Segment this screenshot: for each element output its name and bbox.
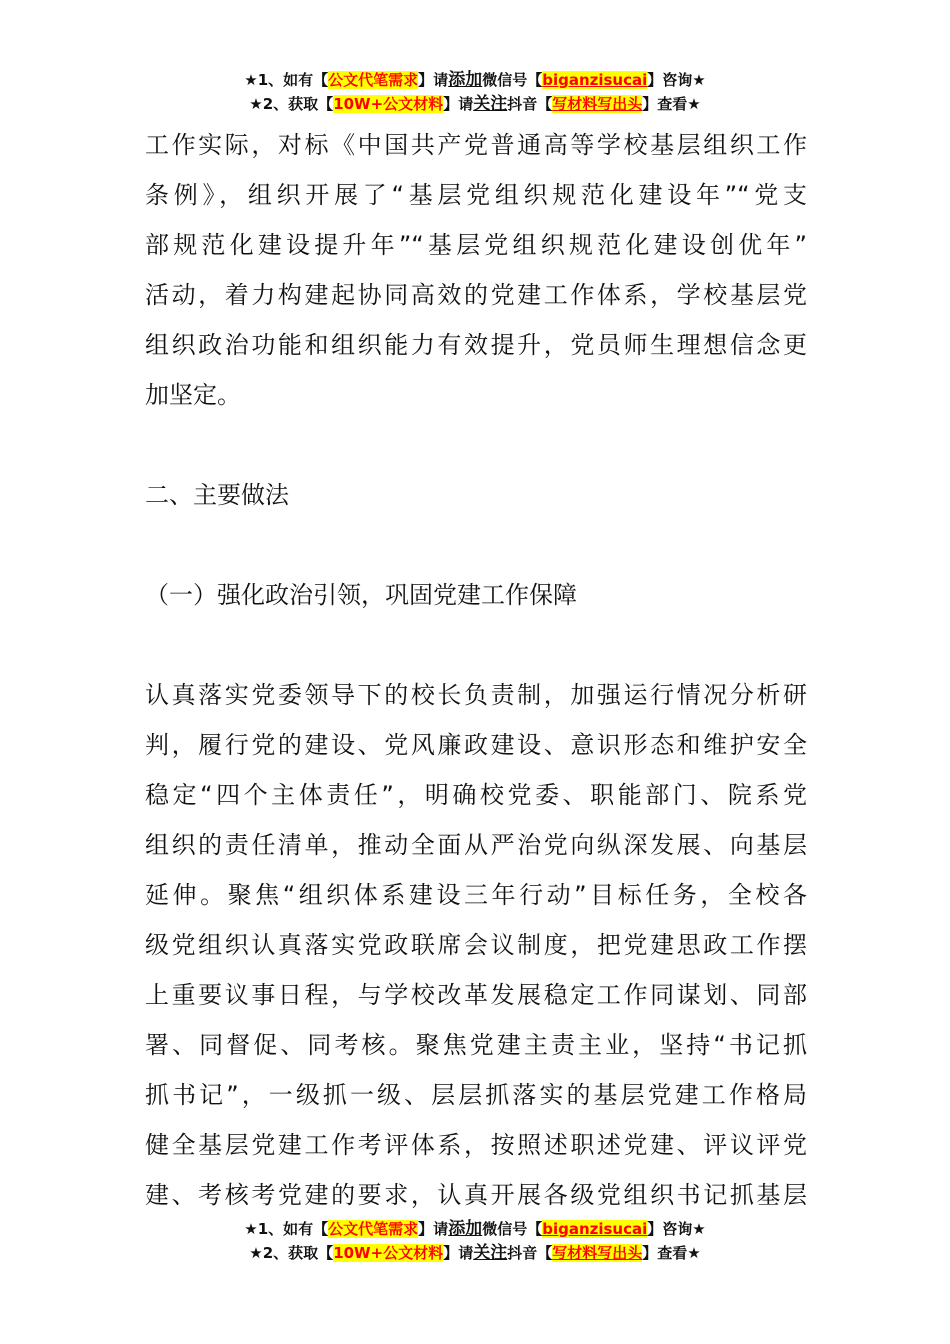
- text-line: 延伸。聚焦“组织体系建设三年行动”目标任务，全校各: [145, 881, 807, 909]
- text-line: 建、考核考党建的要求，认真开展各级党组织书记抓基层: [145, 1181, 807, 1209]
- banner-text: 】请: [443, 1244, 474, 1262]
- wechat-id: biganzisucai: [542, 71, 648, 89]
- banner-text: ★2、获取【: [249, 1244, 334, 1262]
- text-line: 条例》，组织开展了“基层党组织规范化建设年”“党支: [145, 181, 807, 209]
- subsection-heading: （一）强化政治引领，巩固党建工作保障: [145, 581, 577, 609]
- bottom-banner: [0, 1217, 950, 1265]
- banner-underlined: 关注: [473, 94, 508, 114]
- banner-underlined: 添加: [448, 70, 483, 90]
- text-line: 级党组织认真落实党政联席会议制度，把党建思政工作摆: [145, 931, 807, 959]
- banner-highlight: 10W+公文材料: [333, 95, 444, 113]
- banner-text: ★1、如有【: [244, 71, 329, 89]
- banner-underlined: 关注: [473, 1243, 508, 1263]
- text-line: 部规范化建设提升年”“基层党组织规范化建设创优年”: [145, 231, 807, 259]
- banner-text: 微信号【: [482, 1220, 543, 1238]
- banner-text: 】咨询★: [647, 71, 706, 89]
- text-line: 上重要议事日程，与学校改革发展稳定工作同谋划、同部: [145, 981, 807, 1009]
- banner-text: 】查看★: [642, 95, 701, 113]
- banner-text: ★2、获取【: [249, 95, 334, 113]
- douyin-id: 写材料写出头: [552, 1244, 643, 1262]
- banner-underlined: 添加: [448, 1219, 483, 1239]
- banner-line-1: [0, 68, 950, 92]
- banner-text: 】请: [443, 95, 474, 113]
- banner-text: 抖音【: [507, 95, 553, 113]
- banner-line-2: [0, 1241, 950, 1265]
- top-banner: [0, 68, 950, 116]
- banner-line-2: [0, 92, 950, 116]
- paragraph-2: [145, 670, 807, 1220]
- banner-highlight: 公文代笔需求: [328, 71, 419, 89]
- banner-text: 抖音【: [507, 1244, 553, 1262]
- banner-text: 】咨询★: [647, 1220, 706, 1238]
- text-line: 署、同督促、同考核。聚焦党建主责主业，坚持“书记抓: [145, 1031, 807, 1059]
- text-line: 健全基层党建工作考评体系，按照述职述党建、评议评党: [145, 1131, 807, 1159]
- text-line: 抓书记”，一级抓一级、层层抓落实的基层党建工作格局: [145, 1081, 807, 1109]
- section-heading: 二、主要做法: [145, 481, 289, 509]
- banner-text: 】查看★: [642, 1244, 701, 1262]
- text-line: 组织的责任清单，推动全面从严治党向纵深发展、向基层: [145, 831, 807, 859]
- banner-text: 微信号【: [482, 71, 543, 89]
- banner-text: 】请: [418, 1220, 449, 1238]
- banner-highlight: 10W+公文材料: [333, 1244, 444, 1262]
- text-line: 稳定“四个主体责任”，明确校党委、职能部门、院系党: [145, 781, 807, 809]
- douyin-id: 写材料写出头: [552, 95, 643, 113]
- banner-text: ★1、如有【: [244, 1220, 329, 1238]
- text-line: 认真落实党委领导下的校长负责制，加强运行情况分析研: [145, 681, 807, 709]
- text-line: 判，履行党的建设、党风廉政建设、意识形态和维护安全: [145, 731, 807, 759]
- paragraph-1: [145, 120, 807, 420]
- text-line: 活动，着力构建起协同高效的党建工作体系，学校基层党: [145, 281, 807, 309]
- banner-highlight: 公文代笔需求: [328, 1220, 419, 1238]
- document-body: [145, 120, 807, 1220]
- banner-text: 】请: [418, 71, 449, 89]
- banner-line-1: [0, 1217, 950, 1241]
- text-line: 加坚定。: [145, 381, 241, 409]
- text-line: 组织政治功能和组织能力有效提升，党员师生理想信念更: [145, 331, 807, 359]
- wechat-id: biganzisucai: [542, 1220, 648, 1238]
- text-line: 工作实际，对标《中国共产党普通高等学校基层组织工作: [145, 131, 807, 159]
